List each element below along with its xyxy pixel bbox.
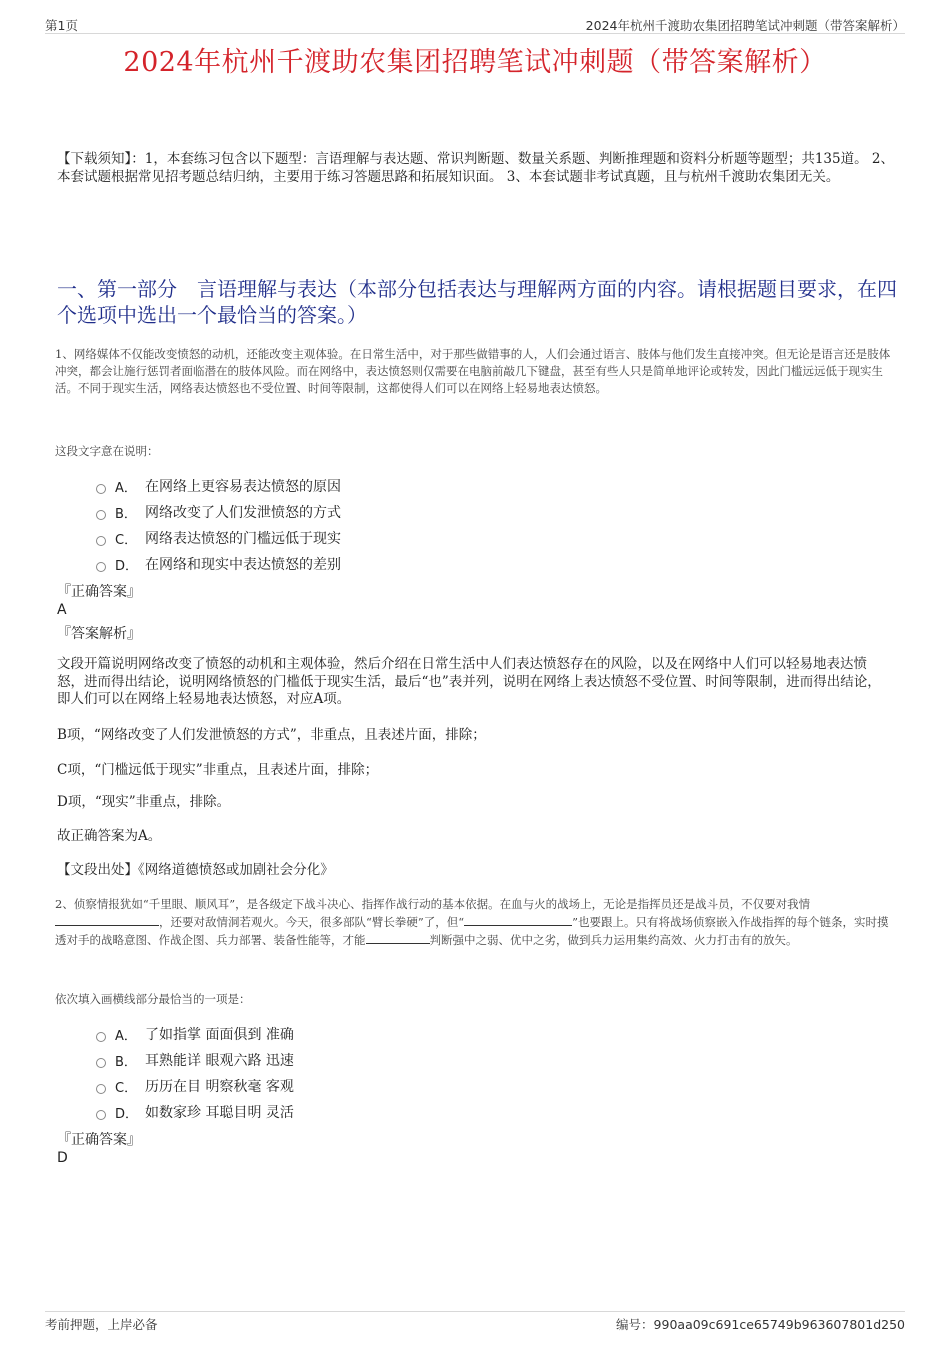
page-footer (45, 1311, 905, 1332)
correct-answer: D (57, 1150, 68, 1166)
analysis-source: 【文段出处】《网络道德愤怒或加剧社会分化》 (57, 862, 334, 878)
radio-icon[interactable] (96, 510, 106, 520)
blank-3 (366, 931, 430, 944)
analysis-conclusion: 故正确答案为A。 (57, 828, 162, 844)
header-doc-title: 2024年杭州千渡助农集团招聘笔试冲刺题（带答案解析） (585, 18, 905, 33)
option-d[interactable]: D． 在网络和现实中表达愤怒的差别 (96, 551, 696, 577)
radio-icon[interactable] (96, 1058, 106, 1068)
question-1-text: 1、网络媒体不仅能改变愤怒的动机，还能改变主观体验。在日常生活中，对于那些做错事的人，人们会通过语言、肢体与他们发生直接冲突。但无论是语言还是肢体冲突，都会让施行惩罚者面临潜在的肢体风险。而在网络中，表达愤怒则仅需要在电脑前敲几下键盘，甚至有些人只是简单地评论或转发，因此门槛远远低于现实生活。不同于现实生活，网络表达愤怒也不受位置、时间等限制，这都使得人们可以在网络上轻易地表达愤怒。 (55, 347, 891, 395)
footer-slogan: 考前押题，上岸必备 (45, 1317, 158, 1332)
analysis-paragraph: 文段开篇说明网络改变了愤怒的动机和主观体验，然后介绍在日常生活中人们表达愤怒存在的风险，以及在网络中人们可以轻易地表达愤怒，进而得出结论，说明网络愤怒的门槛低于现实生活，最后“也”表并列，说明在网络上表达愤怒不受位置、时间等限制，进而得出结论，即人们可以在网络上轻易地表达愤怒，对应A项。 (57, 656, 881, 707)
question-1-options (96, 473, 696, 577)
option-c[interactable]: C． 网络表达愤怒的门槛远低于现实 (96, 525, 696, 551)
radio-icon[interactable] (96, 1084, 106, 1094)
option-b[interactable]: B． 耳熟能详 眼观六路 迅速 (96, 1047, 696, 1073)
question-1-prompt: 这段文字意在说明： (55, 444, 159, 458)
option-c[interactable]: C． 历历在目 明察秋毫 客观 (96, 1073, 696, 1099)
blank-1 (55, 913, 159, 926)
download-notice: 【下载须知】：1，本套练习包含以下题型：言语理解与表达题、常识判断题、数量关系题、判断推理题和资料分析题等题型；共135道。 2、本套试题根据常见招考题总结归纳，主要用于练习答题思路和拓展知识面。 3、本套试题非考试真题，且与杭州千渡助农集团无关。 (57, 151, 894, 185)
document-title: 2024年杭州千渡助农集团招聘笔试冲刺题（带答案解析） (123, 47, 827, 78)
option-d[interactable]: D． 如数家珍 耳聪目明 灵活 (96, 1099, 696, 1125)
analysis-label: 『答案解析』 (57, 626, 141, 642)
analysis-option-c: C项，“门槛远低于现实”非重点，且表述片面，排除； (57, 762, 379, 778)
footer-doc-id: 编号：990aa09c691ce65749b963607801d250 (616, 1317, 905, 1332)
page-number: 第1页 (45, 18, 78, 33)
radio-icon[interactable] (96, 562, 106, 572)
answer-label: 『正确答案』 (57, 584, 141, 600)
question-2-prompt: 依次填入画横线部分最恰当的一项是： (55, 992, 251, 1006)
radio-icon[interactable] (96, 1032, 106, 1042)
blank-2 (464, 913, 572, 926)
question-2-text: 2、侦察情报犹如“千里眼、顺风耳”，是各级定下战斗决心、指挥作战行动的基本依据。在血与火的战场上，无论是指挥员还是战斗员，不仅要对我情，还要对敌情洞若观火。今天，很多部队“臂长拳硬”了，但“ ”也要跟上。只有将战场侦察嵌入作战指挥的每个链条，实时摸透对手的战略意图、作战企图、兵力部署、装备性能等，才能 判断强中之弱、优中之劣，做到兵力运用集约高效、火力打击有的放矢。 (55, 897, 889, 947)
option-a[interactable]: A． 在网络上更容易表达愤怒的原因 (96, 473, 696, 499)
option-b[interactable]: B． 网络改变了人们发泄愤怒的方式 (96, 499, 696, 525)
question-2-options (96, 1021, 696, 1125)
correct-answer: A (57, 602, 67, 618)
analysis-option-b: B项，“网络改变了人们发泄愤怒的方式”，非重点，且表述片面，排除； (57, 727, 486, 743)
radio-icon[interactable] (96, 536, 106, 546)
section-heading: 一、第一部分 言语理解与表达（本部分包括表达与理解两方面的内容。请根据题目要求，在四个选项中选出一个最恰当的答案。） (57, 277, 897, 327)
analysis-option-d: D项，“现实”非重点，排除。 (57, 794, 231, 810)
page-header (45, 15, 905, 34)
radio-icon[interactable] (96, 1110, 106, 1120)
radio-icon[interactable] (96, 484, 106, 494)
option-a[interactable]: A． 了如指掌 面面俱到 准确 (96, 1021, 696, 1047)
answer-label: 『正确答案』 (57, 1132, 141, 1148)
